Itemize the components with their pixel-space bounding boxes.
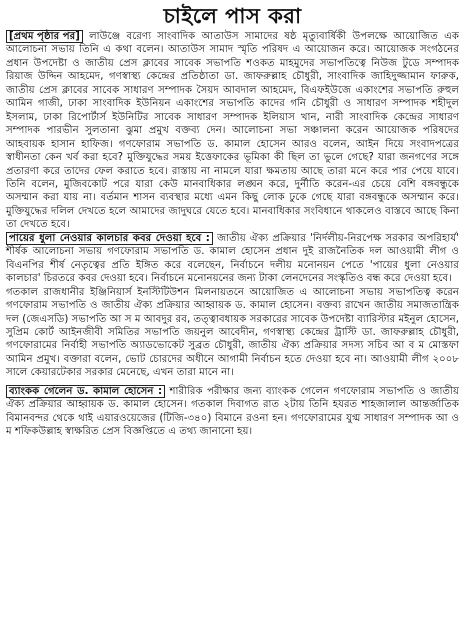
paragraph-2	[6, 232, 459, 286]
subheading-bangkok-trip: ব্যাংকক গেলেন ড. কামাল হোসেন :	[6, 385, 165, 398]
continued-from-front-page-tag: [প্রথম পৃষ্ঠার পর]	[6, 30, 83, 43]
paragraph-4	[6, 385, 459, 439]
headline: চাইলে পাস করা	[163, 4, 302, 28]
paragraph-3	[6, 286, 459, 380]
paragraph-1	[6, 30, 459, 232]
paragraph-4-text: শারীরিক পরীক্ষার জন্য ব্যাংকক গেলেন গণফোরাম সভাপতি ও জাতীয় ঐক্য প্রক্রিয়ার আহ্বায়ক ড. কামাল হোসেন। গতকাল দিবাগত রাত ২টায় তিনি হযরত শাহজালাল আন্তর্জাতিক বিমানবন্দর থেকে থাই এয়ারওয়েজের (টিজি-৩৪০) বিমানে রওনা হন। গণফোরামের যুগ্ম সাধারণ সম্পাদক আ ও ম শফিকউল্লাহ স্বাক্ষরিত প্রেস বিজ্ঞপ্তিতে এ তথ্য জানানো হয়।	[6, 385, 459, 438]
paragraph-3-text: গতকাল রাজধানীর ইঞ্জিনিয়ার্স ইনস্টিটিউশন মিলনায়তনে আয়োজিত এ আলোচনা সভায় সভাপতিত্ব করেন গণফোরাম সভাপতি ও জাতীয় ঐক্য প্রক্রিয়ার আহ্বায়ক ড. কামাল হোসেন। বক্তব্য রাখেন জাতীয় সমাজতান্ত্রিক দল (জেএসডি) সভাপতি আ স ম আবদুর রব, তত্ত্বাবধায়ক সরকারের সাবেক উপদেষ্টা ব্যারিস্টার মইনুল হোসেন, সুপ্রিম কোর্ট আইনজীবী সমিতির সভাপতি জয়নুল আবেদীন, গণস্বাস্থ্য কেন্দ্রের ট্রাস্টি ডা. জাফরুল্লাহ চৌধুরী, গণফোরামের নির্বাহী সভাপতি অ্যাডভোকেট সুব্রত চৌধুরী, জাতীয় ঐক্য প্রক্রিয়ার সদস্য সচিব আ ব ম মোস্তফা আমিন প্রমুখ। বক্তারা বলেন, ভোট চোরদের অধীনে আগামী নির্বাচন হতে দেওয়া হবে না। আওয়ামী লীগ ২০০৮ সালে কেয়ারটেকার সরকার মেনেছে, এখন তারা মানে না।	[6, 286, 459, 379]
subheading-feet-dust-culture: পায়ের ধুলা নেওয়ার কালচার কবর দেওয়া হবে :	[6, 232, 213, 245]
paragraph-2-text: জাতীয় ঐক্য প্রক্রিয়ার 'নির্দলীয়-নিরপেক্ষ সরকার অপরিহার্য' শীর্ষক আলোচনা সভায় গণফোরাম সভাপতি ড. কামাল হোসেন প্রধান দুই রাজনৈতিক দল আওয়ামী লীগ ও বিএনপির শীর্ষ নেতৃত্বের প্রতি ইঙ্গিত করে বলেছেন, নির্বাচনে দলীয় মনোনয়ন পেতে 'পায়ের ধুলা নেওয়ার কালচার' চিরতরে কবর দেওয়া হবে। নির্বাচনে মনোনয়নের জন্য টাকা লেনদেনের সংস্কৃতিও বন্ধ করে দেওয়া হবে।	[6, 232, 459, 285]
article-body	[6, 30, 459, 439]
paragraph-1-text: লাউঞ্জে বরেণ্য সাংবাদিক আতাউস সামাদের ষষ্ঠ মৃত্যুবার্ষিকী উপলক্ষে আয়োজিত এক আলোচনা সভায় তিনি এ কথা বলেন। আতাউস সামাদ স্মৃতি পরিষদ এ আয়োজন করে। আয়োজক সংগঠনের প্রধান উপদেষ্টা ও জাতীয় প্রেস ক্লাবের সাবেক সভাপতি শওকত মাহমুদের সভাপতিত্বে নিউজ টুডে সম্পাদক রিয়াজ উদ্দিন আহমেদ, গণস্বাস্থ্য কেন্দ্রের প্রতিষ্ঠাতা ডা. জাফরুল্লাহ চৌধুরী, সাংবাদিক জাহিদুজ্জামান ফারুক, জাতীয় প্রেস ক্লাবের সাবেক সাধারণ সম্পাদক সৈয়দ আবদাল আহমেদ, বিএফইউজে একাংশের সভাপতি রুহুল আমিন গাজী, ঢাকা সাংবাদিক ইউনিয়ন একাংশের সভাপতি কাদের গনি চৌধুরী ও সাধারণ সম্পাদক শহীদুল ইসলাম, ঢাকা রিপোর্টার্স ইউনিটির সাবেক সাধারণ সম্পাদক ইলিয়াস খান, নারী সাংবাদিক কেন্দ্রের সাধারণ সম্পাদক পারভীন সুলতানা ঝুমা প্রমুখ বক্তব্য দেন। আলোচনা সভা সঞ্চালনা করেন আয়োজক পরিষদের আহবায়ক হাসান হাফিজ। গণফোরাম সভাপতি ড. কামাল হোসেন আরও বলেন, আইন দিয়ে সংবাদপত্রের স্বাধীনতা কেন খর্ব করা হবে? মুক্তিযুদ্ধের সময় ইত্তেফাকের ভূমিকা কী ছিল তা ভুলে গেছে? যারা জনগণের সঙ্গে প্রতারণা করে তাদের ফেল করাতে হবে। রাস্তায় না নামলে যারা ক্ষমতায় আছে তারা মনে করে পার পেয়ে যাবে। তিনি বলেন, মুজিবকোট পরে যারা কেউ মানবাধিকার লঙ্ঘন করে, দুর্নীতি করেন-এর চেয়ে বেশি বঙ্গবন্ধুকে অসম্মান করা যায় না। বর্তমান শাসন ব্যবস্থার মধ্যে এমন কিছু লোক ঢুকে গেছে যারা বঙ্গবন্ধুকে অসম্মান করে। মুক্তিযুদ্ধের দলিল দেখতে হলে আমাদের জাদুঘরে যেতে হবে। মানবাধিকার সংবিধানে থাকলেও বাস্তবে আছে কিনা তা দেখতে হবে।	[6, 31, 459, 231]
